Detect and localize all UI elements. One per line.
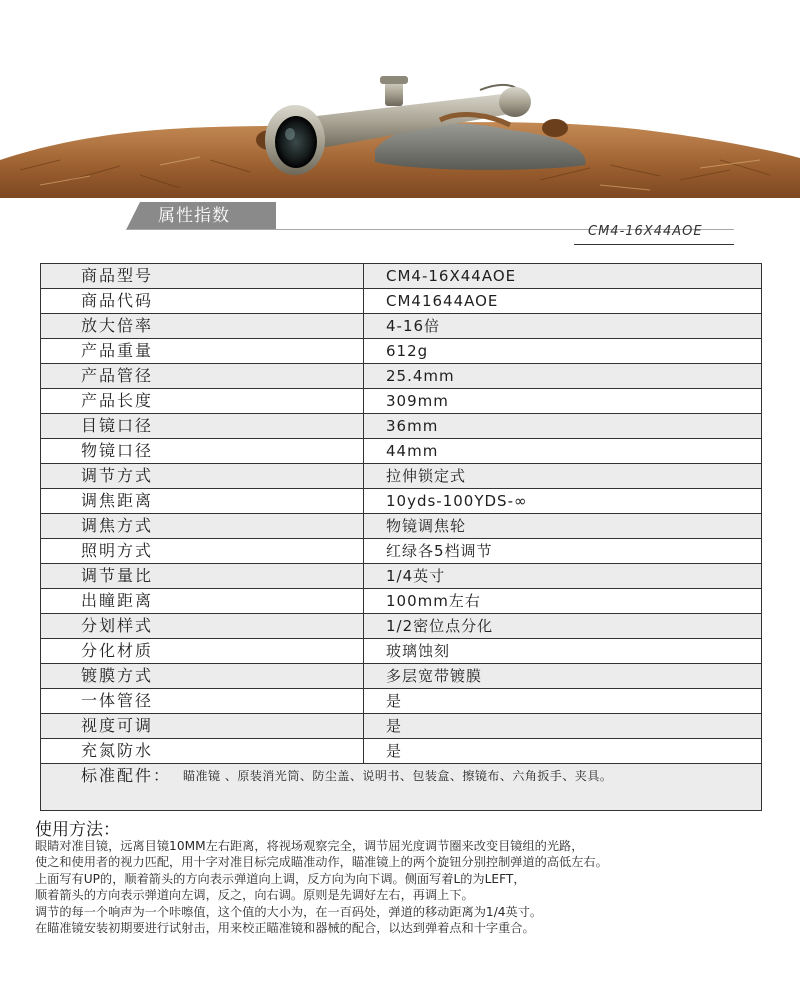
spec-label: 目镜口径 <box>81 416 154 435</box>
spec-separator <box>363 664 364 688</box>
spec-value: 612g <box>386 342 429 360</box>
spec-separator <box>363 389 364 413</box>
spec-row <box>40 663 762 688</box>
spec-value: 玻璃蚀刻 <box>386 642 451 660</box>
spec-value: 25.4mm <box>386 367 455 385</box>
model-label: CM4-16X44AOE <box>588 224 703 239</box>
spec-label: 分化材质 <box>81 641 154 660</box>
usage-line: 顺着箭头的方向表示弹道向左调，反之，向右调。原则是先调好左右，再调上下。 <box>35 888 474 903</box>
spec-separator <box>363 364 364 388</box>
spec-row <box>40 488 762 513</box>
hero-product-photo <box>0 0 800 200</box>
spec-separator <box>363 539 364 563</box>
spec-label: 一体管径 <box>81 691 154 710</box>
spec-row <box>40 638 762 663</box>
spec-value: 1/2密位点分化 <box>386 617 494 635</box>
spec-row <box>40 513 762 538</box>
spec-label: 出瞳距离 <box>81 591 154 610</box>
spec-separator <box>363 264 364 288</box>
spec-separator <box>363 614 364 638</box>
spec-row <box>40 413 762 438</box>
spec-label: 产品长度 <box>81 391 154 410</box>
spec-row <box>40 438 762 463</box>
usage-line: 上面写有UP的，顺着箭头的方向表示弹道向上调，反方向为向下调。侧面写着L的为LEFT， <box>35 871 526 886</box>
spec-row <box>40 713 762 738</box>
spec-label: 调节方式 <box>81 466 154 485</box>
spec-label: 分划样式 <box>81 616 154 635</box>
spec-value: CM4-16X44AOE <box>386 267 517 285</box>
spec-separator <box>363 289 364 313</box>
spec-separator <box>363 414 364 438</box>
spec-value: 4-16倍 <box>386 317 441 335</box>
spec-value: 10yds-100YDS-∞ <box>386 492 528 510</box>
spec-label: 镀膜方式 <box>81 666 154 685</box>
spec-value: 1/4英寸 <box>386 567 446 585</box>
spec-separator <box>363 339 364 363</box>
usage-title: 使用方法： <box>35 820 120 840</box>
usage-line: 使之和使用者的视力匹配，用十字对准目标完成瞄准动作，瞄准镜上的两个旋钮分别控制弹道的高低左右。 <box>35 855 608 870</box>
spec-label: 产品管径 <box>81 366 154 385</box>
spec-separator <box>363 464 364 488</box>
spec-label: 商品型号 <box>81 266 154 285</box>
spec-row <box>40 388 762 413</box>
spec-value: 100mm左右 <box>386 592 481 610</box>
spec-table <box>40 263 762 811</box>
spec-row <box>40 463 762 488</box>
accessories-label: 标准配件： <box>81 766 172 785</box>
spec-row <box>40 738 762 763</box>
spec-label: 调焦方式 <box>81 516 154 535</box>
spec-label: 调焦距离 <box>81 491 154 510</box>
spec-row <box>40 263 762 288</box>
spec-separator <box>363 489 364 513</box>
spec-row <box>40 688 762 713</box>
spec-value: 是 <box>386 742 403 760</box>
spec-row <box>40 288 762 313</box>
spec-label: 视度可调 <box>81 716 154 735</box>
spec-label: 放大倍率 <box>81 316 154 335</box>
spec-value: 是 <box>386 692 403 710</box>
spec-value: CM41644AOE <box>386 292 499 310</box>
usage-line: 调节的每一个响声为一个咔嚓值，这个值的大小为，在一百码处，弹道的移动距离为1/4英寸。 <box>35 904 543 919</box>
spec-separator <box>363 739 364 763</box>
spec-separator <box>363 639 364 663</box>
usage-line: 眼睛对准目镜，远离目镜10MM左右距离，将视场观察完全，调节屈光度调节圈来改变目镜组的光路， <box>35 839 584 853</box>
riflescope-image <box>0 0 800 200</box>
spec-separator <box>363 589 364 613</box>
accessories-value: 瞄准镜 、原装消光筒、防尘盖、说明书、包装盒、擦镜布、六角扳手、夹具。 <box>183 769 613 783</box>
spec-label: 充氮防水 <box>81 741 154 760</box>
spec-row <box>40 538 762 563</box>
spec-value: 44mm <box>386 442 439 460</box>
spec-label: 调节量比 <box>81 566 154 585</box>
spec-row <box>40 613 762 638</box>
usage-line: 在瞄准镜安装初期要进行试射击，用来校正瞄准镜和器械的配合，以达到弹着点和十字重合。 <box>35 921 535 936</box>
spec-separator <box>363 514 364 538</box>
spec-label: 照明方式 <box>81 541 154 560</box>
model-underline <box>574 244 734 245</box>
spec-value: 是 <box>386 717 403 735</box>
spec-value: 拉伸锁定式 <box>386 467 467 485</box>
accessories-row <box>40 763 762 811</box>
spec-row <box>40 338 762 363</box>
usage-instructions <box>35 838 785 936</box>
spec-value: 红绿各5档调节 <box>386 542 493 560</box>
spec-row <box>40 588 762 613</box>
spec-label: 物镜口径 <box>81 441 154 460</box>
spec-value: 36mm <box>386 417 439 435</box>
spec-row <box>40 313 762 338</box>
spec-label: 商品代码 <box>81 291 154 310</box>
section-title: 属性指数 <box>158 206 230 226</box>
spec-value: 多层宽带镀膜 <box>386 667 483 685</box>
spec-row <box>40 363 762 388</box>
spec-separator <box>363 714 364 738</box>
spec-value: 物镜调焦轮 <box>386 517 467 535</box>
spec-value: 309mm <box>386 392 449 410</box>
spec-separator <box>363 439 364 463</box>
spec-row <box>40 563 762 588</box>
spec-label: 产品重量 <box>81 341 154 360</box>
spec-separator <box>363 564 364 588</box>
spec-separator <box>363 314 364 338</box>
spec-separator <box>363 689 364 713</box>
